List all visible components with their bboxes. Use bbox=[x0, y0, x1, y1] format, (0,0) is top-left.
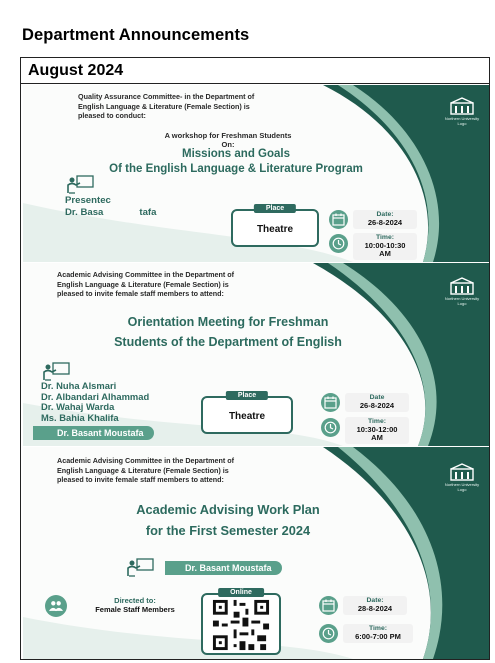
announcements-table bbox=[20, 57, 490, 660]
list-item: Dr. Nuha Alsmari bbox=[41, 380, 117, 391]
facilitator-names bbox=[41, 381, 149, 423]
presenter-icon bbox=[43, 361, 71, 381]
workshop-subheading: A workshop for Freshman Students On: bbox=[164, 131, 292, 149]
online-box bbox=[201, 589, 281, 655]
university-building-icon bbox=[449, 463, 475, 481]
advising-headline: Academic Advising Work Plan for the First Semester 2024 bbox=[136, 502, 320, 538]
calendar-icon bbox=[321, 393, 340, 412]
university-building-icon bbox=[449, 97, 475, 115]
time-pill: Time: 6:00-7:00 PM bbox=[343, 624, 413, 643]
place-label: Place bbox=[226, 391, 268, 400]
online-label: Online bbox=[218, 588, 264, 597]
university-logo bbox=[441, 463, 483, 492]
workshop-headline: Missions and Goals Of the English Language & Literature Program bbox=[109, 148, 363, 175]
place-box bbox=[231, 205, 319, 247]
month-header-row bbox=[21, 58, 489, 84]
group-icon bbox=[45, 595, 67, 617]
qr-code-icon[interactable] bbox=[210, 597, 272, 653]
time-pill: Time: 10:00-10:30 AM bbox=[353, 233, 417, 260]
date-pill: Date: 28-8-2024 bbox=[343, 596, 407, 615]
place-label: Place bbox=[254, 204, 296, 213]
time-pill: Time: 10:30-12:00 AM bbox=[345, 417, 409, 444]
page-title: Department Announcements bbox=[22, 26, 250, 44]
presenter-icon bbox=[67, 174, 95, 194]
logo-caption: Northern University Logo bbox=[444, 296, 480, 306]
calendar-icon bbox=[329, 210, 348, 229]
clock-icon bbox=[319, 624, 338, 643]
presenter-icon bbox=[127, 557, 155, 577]
calendar-icon bbox=[319, 596, 338, 615]
logo-caption: Northern University Logo bbox=[444, 116, 480, 126]
logo-caption: Northern University Logo bbox=[444, 482, 480, 492]
announcement-card-workshop[interactable] bbox=[23, 85, 489, 262]
orientation-headline: Orientation Meeting for Freshman Students of the Department of English bbox=[114, 315, 342, 349]
announcement-card-advising-plan[interactable] bbox=[23, 447, 489, 659]
date-pill: Date 26-8-2024 bbox=[345, 393, 409, 412]
presenter-badge: Dr. Basant Moustafa bbox=[165, 561, 282, 575]
month-label: August 2024 bbox=[28, 62, 124, 79]
announcement-card-orientation[interactable] bbox=[23, 263, 489, 446]
clock-icon bbox=[321, 418, 340, 437]
place-value: Theatre bbox=[228, 411, 266, 422]
list-item: Ms. Bahia Khalifa bbox=[41, 411, 119, 423]
clock-icon bbox=[329, 234, 348, 253]
intro-text: Academic Advising Committee in the Department of English Language & Literature (Female Section) is pleased to invite female staff members to attend: bbox=[57, 456, 235, 484]
presenter-badge: Dr. Basant Moustafa bbox=[33, 426, 154, 440]
place-value: Theatre bbox=[256, 224, 294, 235]
intro-text: Quality Assurance Committee- in the Department of English Language & Literature (Female Section) is pleased to conduct: bbox=[78, 92, 255, 120]
list-item: Dr. Wahaj Warda bbox=[41, 401, 115, 412]
presenter-block: Presentec Dr. Basa tafa bbox=[65, 195, 157, 218]
university-building-icon bbox=[449, 277, 475, 295]
university-logo bbox=[441, 97, 483, 126]
list-item: Dr. Albandari Alhammad bbox=[41, 390, 150, 402]
directed-to: Directed to: Female Staff Members bbox=[95, 596, 175, 614]
university-logo bbox=[441, 277, 483, 306]
date-pill: Date: 26-8-2024 bbox=[353, 210, 417, 229]
place-box bbox=[201, 392, 293, 434]
intro-text: Academic Advising Committee in the Department of English Language & Literature (Female Section) is pleased to invite female staff members to attend: bbox=[57, 270, 235, 298]
